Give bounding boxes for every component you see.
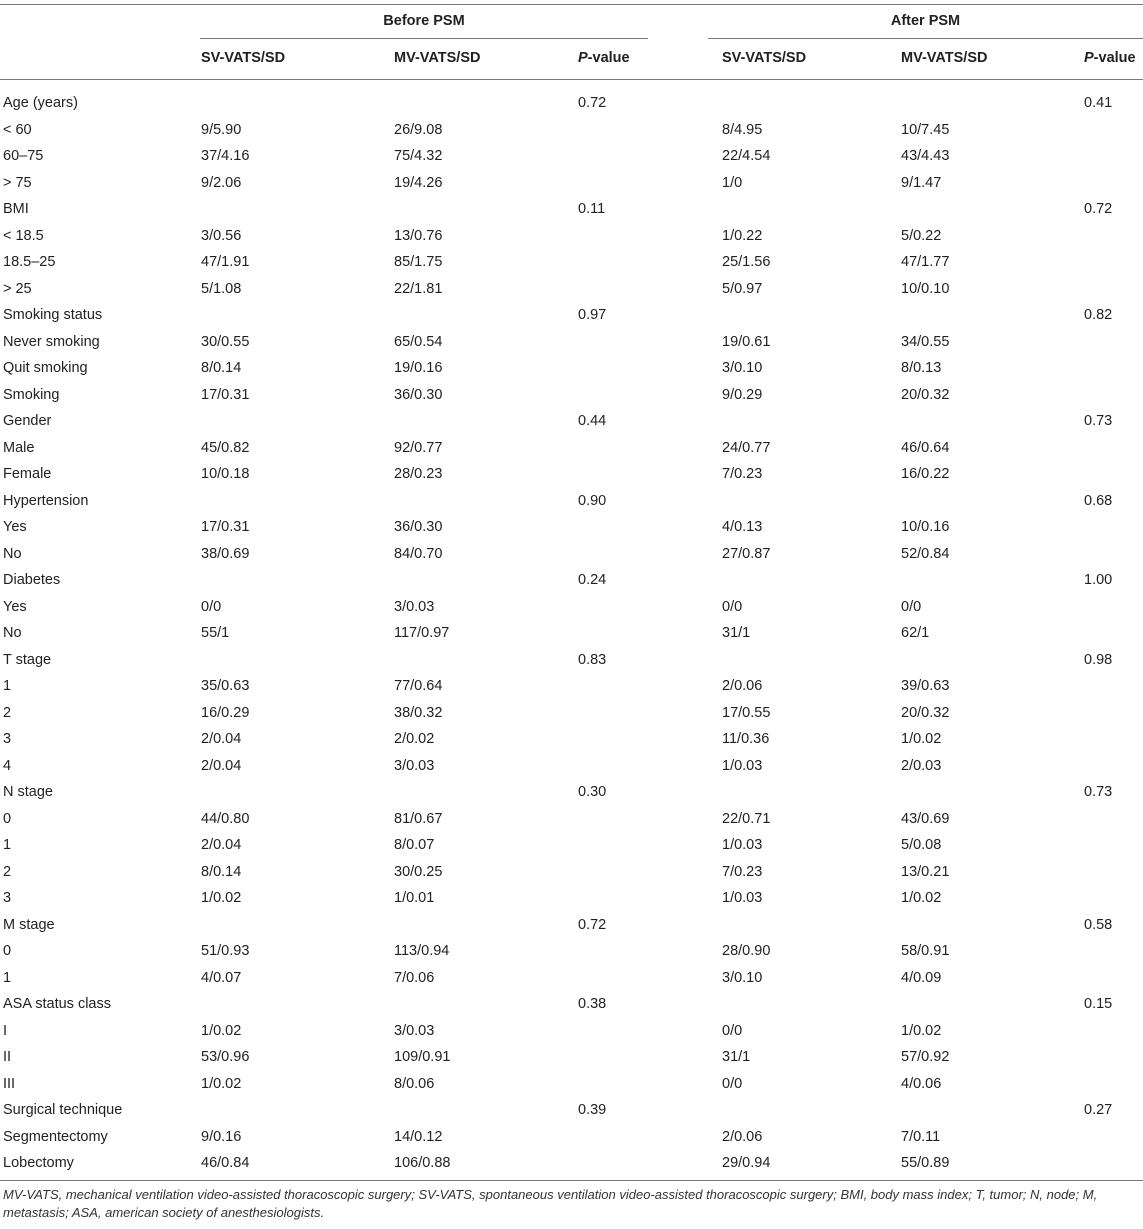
cell-before-mv: 8/0.06 xyxy=(394,1075,435,1092)
cell-before-sv: 44/0.80 xyxy=(201,810,250,827)
cell-characteristic: Smoking status xyxy=(3,307,103,323)
cell-after-mv: 10/7.45 xyxy=(901,121,950,138)
cell-after-sv: 17/0.55 xyxy=(722,704,771,721)
cell-after-mv: 0/0 xyxy=(901,598,922,615)
table-row xyxy=(0,859,1143,886)
table-row xyxy=(0,223,1143,250)
cell-before-mv: 13/0.76 xyxy=(394,227,443,244)
cell-before-sv: 3/0.56 xyxy=(201,227,242,244)
table-row xyxy=(0,912,1143,939)
cell-before-sv: 47/1.91 xyxy=(201,254,250,270)
cell-after-sv: 5/0.97 xyxy=(722,280,763,297)
cell-after-pvalue: 0.15 xyxy=(1084,996,1113,1012)
cell-before-pvalue: 0.11 xyxy=(578,201,606,217)
cell-after-mv: 16/0.22 xyxy=(901,466,950,482)
cell-before-mv: 85/1.75 xyxy=(394,254,443,270)
cell-before-mv: 7/0.06 xyxy=(394,969,435,986)
after-psm-underline xyxy=(708,38,1143,39)
cell-characteristic: 1 xyxy=(3,678,12,694)
table-row xyxy=(0,90,1143,117)
cell-characteristic: 18.5–25 xyxy=(3,254,56,270)
cell-after-mv: 20/0.32 xyxy=(901,386,950,403)
cell-characteristic: 0 xyxy=(3,810,12,827)
cell-after-mv: 43/0.69 xyxy=(901,810,950,827)
cell-before-pvalue: 0.44 xyxy=(578,413,607,429)
cell-after-sv: 0/0 xyxy=(722,598,743,615)
cell-after-sv: 2/0.06 xyxy=(722,1128,763,1145)
cell-after-mv: 8/0.13 xyxy=(901,360,942,376)
cell-after-sv: 1/0.03 xyxy=(722,757,763,774)
col-head-before-sv: SV-VATS/SD xyxy=(201,50,286,66)
cell-after-sv: 22/4.54 xyxy=(722,148,771,164)
cell-before-mv: 30/0.25 xyxy=(394,863,443,880)
after-psm-title: After PSM xyxy=(890,13,961,29)
cell-before-pvalue: 0.83 xyxy=(578,651,607,668)
cell-after-mv: 20/0.32 xyxy=(901,704,950,721)
cell-before-pvalue: 0.30 xyxy=(578,784,607,800)
cell-after-sv: 25/1.56 xyxy=(722,254,771,270)
table-row xyxy=(0,1150,1143,1177)
cell-after-mv: 5/0.08 xyxy=(901,837,942,853)
cell-characteristic: N stage xyxy=(3,784,53,800)
cell-before-pvalue: 0.39 xyxy=(578,1102,607,1118)
table-row xyxy=(0,249,1143,276)
cell-before-sv: 9/0.16 xyxy=(201,1128,242,1145)
cell-characteristic: T stage xyxy=(3,651,52,668)
cell-after-mv: 1/0.02 xyxy=(901,1022,942,1039)
table-row xyxy=(0,541,1143,568)
cell-after-pvalue: 0.27 xyxy=(1084,1102,1113,1118)
cell-before-sv: 55/1 xyxy=(201,625,230,641)
cell-characteristic: 2 xyxy=(3,704,12,721)
table-row xyxy=(0,329,1143,356)
cell-before-pvalue: 0.72 xyxy=(578,916,607,933)
cell-characteristic: M stage xyxy=(3,916,55,933)
cell-after-mv: 47/1.77 xyxy=(901,254,950,270)
cell-after-sv: 0/0 xyxy=(722,1075,743,1092)
cell-after-mv: 10/0.10 xyxy=(901,280,950,297)
cell-before-sv: 5/1.08 xyxy=(201,280,242,297)
cell-after-mv: 1/0.02 xyxy=(901,731,942,747)
cell-before-mv: 14/0.12 xyxy=(394,1128,443,1145)
cell-characteristic: 0 xyxy=(3,943,12,959)
cell-after-mv: 39/0.63 xyxy=(901,678,950,694)
cell-characteristic: 4 xyxy=(3,757,12,774)
cell-before-pvalue: 0.38 xyxy=(578,996,607,1012)
cell-characteristic: Segmentectomy xyxy=(3,1128,108,1145)
cell-before-mv: 92/0.77 xyxy=(394,439,443,456)
cell-before-sv: 17/0.31 xyxy=(201,519,250,535)
cell-after-mv: 62/1 xyxy=(901,625,930,641)
cell-after-sv: 3/0.10 xyxy=(722,360,763,376)
cell-after-sv: 7/0.23 xyxy=(722,863,763,880)
cell-before-mv: 19/4.26 xyxy=(394,174,443,191)
cell-after-sv: 29/0.94 xyxy=(722,1155,771,1171)
cell-after-mv: 10/0.16 xyxy=(901,519,950,535)
cell-after-mv: 1/0.02 xyxy=(901,890,942,906)
table-row xyxy=(0,700,1143,727)
cell-characteristic: 3 xyxy=(3,731,12,747)
cell-after-mv: 52/0.84 xyxy=(901,545,950,562)
cell-before-sv: 2/0.04 xyxy=(201,837,242,853)
cell-before-mv: 75/4.32 xyxy=(394,148,443,164)
cell-characteristic: Gender xyxy=(3,413,52,429)
cell-before-sv: 2/0.04 xyxy=(201,757,242,774)
table-row xyxy=(0,938,1143,965)
table-row xyxy=(0,991,1143,1018)
cell-after-pvalue: 0.58 xyxy=(1084,916,1113,933)
table-row xyxy=(0,1071,1143,1098)
cell-before-sv: 8/0.14 xyxy=(201,360,242,376)
cell-before-mv: 3/0.03 xyxy=(394,757,435,774)
cell-before-sv: 1/0.02 xyxy=(201,1075,242,1092)
cell-before-mv: 3/0.03 xyxy=(394,1022,435,1039)
table-row xyxy=(0,673,1143,700)
cell-before-sv: 10/0.18 xyxy=(201,466,250,482)
cell-characteristic: Hypertension xyxy=(3,492,89,509)
cell-before-mv: 8/0.07 xyxy=(394,837,435,853)
table-row xyxy=(0,726,1143,753)
cell-before-mv: 22/1.81 xyxy=(394,280,443,297)
cell-after-mv: 4/0.09 xyxy=(901,969,942,986)
cell-before-pvalue: 0.24 xyxy=(578,572,607,588)
cell-characteristic: > 75 xyxy=(3,174,32,191)
table-row xyxy=(0,355,1143,382)
table-row xyxy=(0,567,1143,594)
cell-before-mv: 38/0.32 xyxy=(394,704,443,721)
cell-before-sv: 4/0.07 xyxy=(201,969,242,986)
header-rule xyxy=(0,79,1143,80)
col-head-before-pvalue xyxy=(578,50,630,66)
pvalue-italic-p: P xyxy=(578,50,588,66)
cell-before-mv: 19/0.16 xyxy=(394,360,443,376)
cell-before-mv: 81/0.67 xyxy=(394,810,443,827)
cell-after-sv: 1/0.03 xyxy=(722,890,763,906)
cell-characteristic: Yes xyxy=(3,519,27,535)
cell-before-sv: 16/0.29 xyxy=(201,704,250,721)
cell-after-pvalue: 0.68 xyxy=(1084,492,1113,509)
cell-before-mv: 113/0.94 xyxy=(394,943,450,959)
table-row xyxy=(0,276,1143,303)
table-row xyxy=(0,514,1143,541)
table-footnote: MV-VATS, mechanical ventilation video-assisted thoracoscopic surgery; SV-VATS, spontaneous ventilation video-assisted thoracoscopic surgery; BMI, body mass index; T, tumor; N, node; M, metastasis; ASA, american society of anesthesiologists. xyxy=(3,1187,1098,1220)
cell-characteristic: Age (years) xyxy=(3,95,78,111)
cell-after-sv: 8/4.95 xyxy=(722,121,763,138)
cell-before-sv: 17/0.31 xyxy=(201,386,250,403)
table-row xyxy=(0,965,1143,992)
cell-before-sv: 30/0.55 xyxy=(201,333,250,350)
cell-before-mv: 84/0.70 xyxy=(394,545,443,562)
cell-after-sv: 24/0.77 xyxy=(722,439,771,456)
cell-after-mv: 2/0.03 xyxy=(901,757,942,774)
cell-after-sv: 7/0.23 xyxy=(722,466,763,482)
table-row xyxy=(0,117,1143,144)
table-row xyxy=(0,408,1143,435)
table-row xyxy=(0,806,1143,833)
cell-characteristic: Yes xyxy=(3,598,27,615)
cell-after-mv: 57/0.92 xyxy=(901,1049,950,1065)
cell-characteristic: No xyxy=(3,545,22,562)
cell-characteristic: Diabetes xyxy=(3,572,61,588)
cell-after-pvalue: 0.41 xyxy=(1084,95,1113,111)
cell-before-mv: 36/0.30 xyxy=(394,386,443,403)
before-psm-underline xyxy=(200,38,648,39)
cell-characteristic: ASA status class xyxy=(3,996,111,1012)
pvalue-suffix: -value xyxy=(587,50,630,66)
bottom-rule xyxy=(0,1180,1143,1181)
cell-after-sv: 1/0.03 xyxy=(722,837,763,853)
cell-before-mv: 2/0.02 xyxy=(394,731,435,747)
cell-before-sv: 53/0.96 xyxy=(201,1049,250,1065)
before-psm-title: Before PSM xyxy=(383,13,465,29)
cell-after-sv: 2/0.06 xyxy=(722,678,763,694)
cell-after-sv: 28/0.90 xyxy=(722,943,771,959)
cell-before-sv: 1/0.02 xyxy=(201,890,242,906)
top-rule xyxy=(0,4,1143,5)
cell-after-pvalue: 0.73 xyxy=(1084,413,1113,429)
table-row xyxy=(0,382,1143,409)
cell-before-mv: 26/9.08 xyxy=(394,121,443,138)
cell-before-sv: 8/0.14 xyxy=(201,863,242,880)
cell-after-sv: 27/0.87 xyxy=(722,545,771,562)
cell-characteristic: Smoking xyxy=(3,386,60,403)
cell-after-mv: 58/0.91 xyxy=(901,943,950,959)
col-head-after-pvalue xyxy=(1084,50,1136,66)
cell-characteristic: > 25 xyxy=(3,280,32,297)
cell-after-sv: 11/0.36 xyxy=(722,731,770,747)
cell-before-sv: 35/0.63 xyxy=(201,678,250,694)
cell-before-sv: 9/2.06 xyxy=(201,174,242,191)
cell-before-sv: 37/4.16 xyxy=(201,148,250,164)
table-row xyxy=(0,594,1143,621)
cell-characteristic: Quit smoking xyxy=(3,360,88,376)
table-row xyxy=(0,1018,1143,1045)
cell-after-pvalue: 0.98 xyxy=(1084,651,1113,668)
cell-characteristic: < 18.5 xyxy=(3,227,44,244)
cell-before-sv: 2/0.04 xyxy=(201,731,242,747)
cell-after-mv: 55/0.89 xyxy=(901,1155,950,1171)
col-head-after-mv: MV-VATS/SD xyxy=(901,50,988,66)
col-head-after-sv: SV-VATS/SD xyxy=(722,50,807,66)
cell-after-mv: 43/4.43 xyxy=(901,148,950,164)
cell-before-mv: 77/0.64 xyxy=(394,678,443,694)
table-row xyxy=(0,1044,1143,1071)
cell-before-pvalue: 0.97 xyxy=(578,307,607,323)
pvalue-suffix: -value xyxy=(1093,50,1136,66)
table-row xyxy=(0,885,1143,912)
table-row xyxy=(0,832,1143,859)
cell-after-pvalue: 0.72 xyxy=(1084,201,1113,217)
cell-before-mv: 3/0.03 xyxy=(394,598,435,615)
cell-before-mv: 106/0.88 xyxy=(394,1155,451,1171)
cell-characteristic: I xyxy=(3,1022,8,1039)
cell-after-sv: 4/0.13 xyxy=(722,519,763,535)
cell-before-sv: 46/0.84 xyxy=(201,1155,250,1171)
cell-characteristic: No xyxy=(3,625,22,641)
cell-characteristic: 60–75 xyxy=(3,148,44,164)
table-row xyxy=(0,302,1143,329)
table-row xyxy=(0,196,1143,223)
table-row xyxy=(0,1124,1143,1151)
cell-characteristic: 2 xyxy=(3,863,12,880)
cell-before-mv: 1/0.01 xyxy=(394,890,435,906)
cell-after-sv: 0/0 xyxy=(722,1022,743,1039)
cell-characteristic: 1 xyxy=(3,969,12,986)
cell-characteristic: II xyxy=(3,1049,12,1065)
cell-characteristic: Lobectomy xyxy=(3,1155,74,1171)
cell-after-sv: 1/0 xyxy=(722,174,743,191)
table-row xyxy=(0,753,1143,780)
cell-before-mv: 109/0.91 xyxy=(394,1049,451,1065)
cell-after-mv: 46/0.64 xyxy=(901,439,950,456)
cell-after-sv: 3/0.10 xyxy=(722,969,763,986)
cell-after-mv: 7/0.11 xyxy=(901,1128,941,1145)
cell-after-mv: 5/0.22 xyxy=(901,227,942,244)
table-row xyxy=(0,647,1143,674)
cell-before-sv: 1/0.02 xyxy=(201,1022,242,1039)
cell-after-mv: 34/0.55 xyxy=(901,333,950,350)
cell-before-sv: 51/0.93 xyxy=(201,943,250,959)
cell-before-mv: 117/0.97 xyxy=(394,625,450,641)
table-row xyxy=(0,435,1143,462)
table-row xyxy=(0,170,1143,197)
cell-before-sv: 45/0.82 xyxy=(201,439,250,456)
cell-after-sv: 22/0.71 xyxy=(722,810,771,827)
cell-before-mv: 28/0.23 xyxy=(394,466,443,482)
table-row xyxy=(0,620,1143,647)
cell-characteristic: < 60 xyxy=(3,121,32,138)
cell-after-sv: 19/0.61 xyxy=(722,333,771,350)
cell-before-sv: 38/0.69 xyxy=(201,545,250,562)
pvalue-italic-p: P xyxy=(1084,50,1094,66)
cell-after-sv: 31/1 xyxy=(722,625,751,641)
cell-characteristic: Female xyxy=(3,466,52,482)
cell-after-pvalue: 0.73 xyxy=(1084,784,1113,800)
cell-after-sv: 1/0.22 xyxy=(722,227,763,244)
cell-after-mv: 4/0.06 xyxy=(901,1075,942,1092)
col-head-before-mv: MV-VATS/SD xyxy=(394,50,481,66)
cell-before-mv: 65/0.54 xyxy=(394,333,443,350)
table-row xyxy=(0,779,1143,806)
cell-before-sv: 0/0 xyxy=(201,598,222,615)
cell-characteristic: Surgical technique xyxy=(3,1102,123,1118)
cell-characteristic: 1 xyxy=(3,837,12,853)
table-row xyxy=(0,143,1143,170)
cell-after-pvalue: 1.00 xyxy=(1084,572,1113,588)
cell-before-pvalue: 0.90 xyxy=(578,492,607,509)
cell-characteristic: Never smoking xyxy=(3,333,100,350)
cell-before-pvalue: 0.72 xyxy=(578,95,607,111)
cell-after-mv: 13/0.21 xyxy=(901,863,950,880)
cell-after-sv: 31/1 xyxy=(722,1049,751,1065)
table-row xyxy=(0,488,1143,515)
cell-after-sv: 9/0.29 xyxy=(722,386,763,403)
table-body xyxy=(0,90,1143,1177)
cell-before-sv: 9/5.90 xyxy=(201,121,242,138)
cell-before-mv: 36/0.30 xyxy=(394,519,443,535)
cell-after-mv: 9/1.47 xyxy=(901,174,942,191)
cell-characteristic: BMI xyxy=(3,201,29,217)
cell-characteristic: 3 xyxy=(3,890,12,906)
table-row xyxy=(0,1097,1143,1124)
cell-after-pvalue: 0.82 xyxy=(1084,307,1113,323)
cell-characteristic: III xyxy=(3,1075,16,1092)
cell-characteristic: Male xyxy=(3,439,35,456)
table-row xyxy=(0,461,1143,488)
